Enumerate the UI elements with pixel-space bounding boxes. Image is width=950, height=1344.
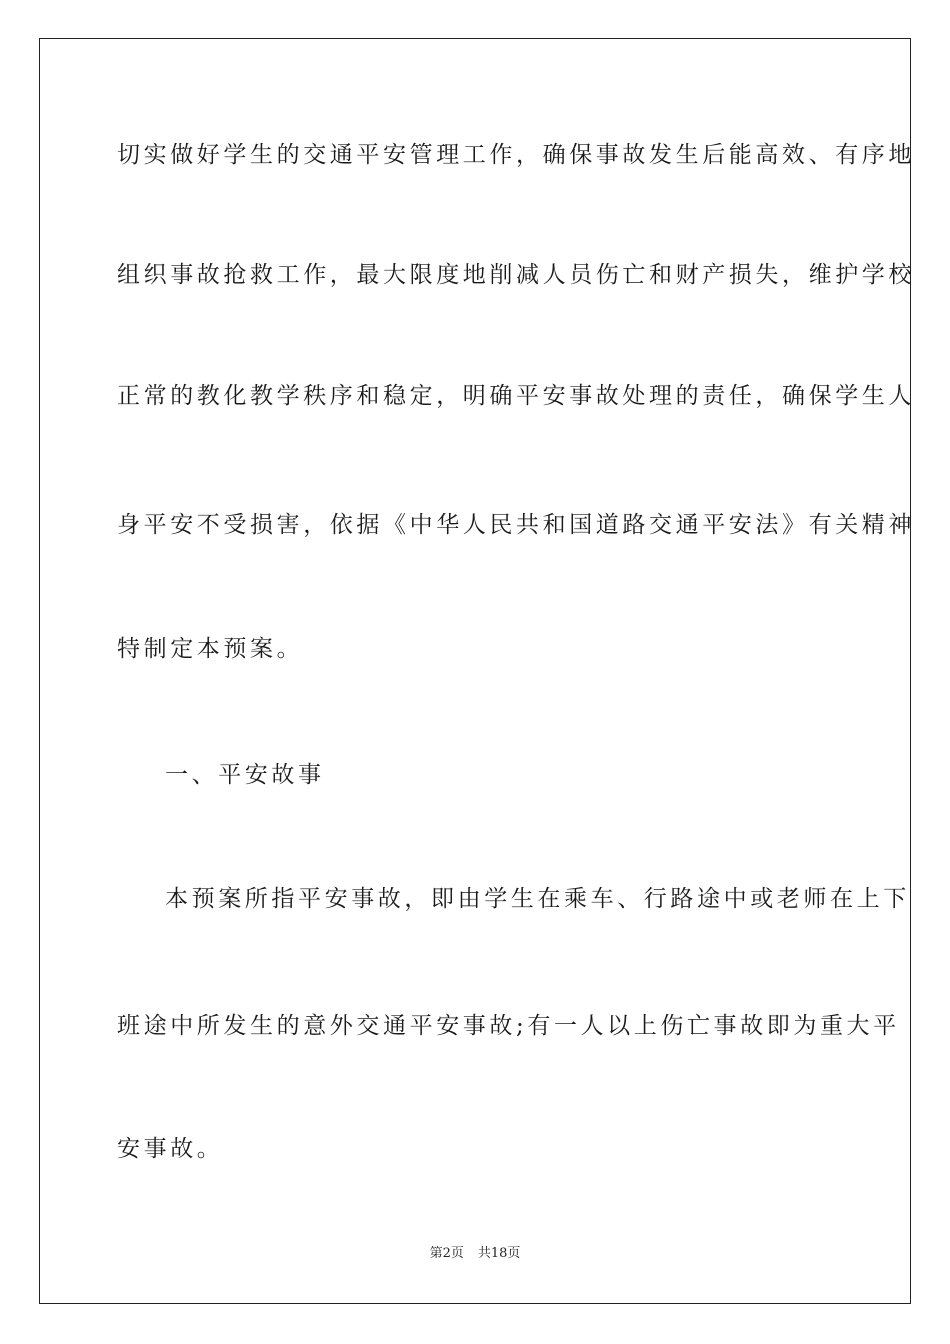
body-text-line: 班途中所发生的意外交通平安事故;有一人以上伤亡事故即为重大平 — [117, 1013, 900, 1039]
body-text-line: 身平安不受损害，依据《中华人民共和国道路交通平安法》有关精神 — [117, 512, 915, 538]
page-border — [39, 38, 915, 1304]
body-text-line: 安事故。 — [117, 1136, 224, 1162]
page-total: 共18页 — [477, 1246, 521, 1261]
body-text-line: 本预案所指平安事故，即由学生在乘车、行路途中或老师在上下 — [165, 886, 910, 912]
section-heading: 一、平安故事 — [165, 762, 325, 788]
body-text-line: 特制定本预案。 — [117, 636, 304, 662]
body-text-line: 组织事故抢救工作，最大限度地削减人员伤亡和财产损失，维护学校 — [117, 262, 915, 288]
body-text-line: 正常的教化教学秩序和稳定，明确平安事故处理的责任，确保学生人 — [117, 383, 915, 409]
body-text-line: 切实做好学生的交通平安管理工作，确保事故发生后能高效、有序地 — [117, 142, 915, 168]
page-footer — [0, 1245, 950, 1263]
page-number: 第2页 — [429, 1246, 464, 1261]
